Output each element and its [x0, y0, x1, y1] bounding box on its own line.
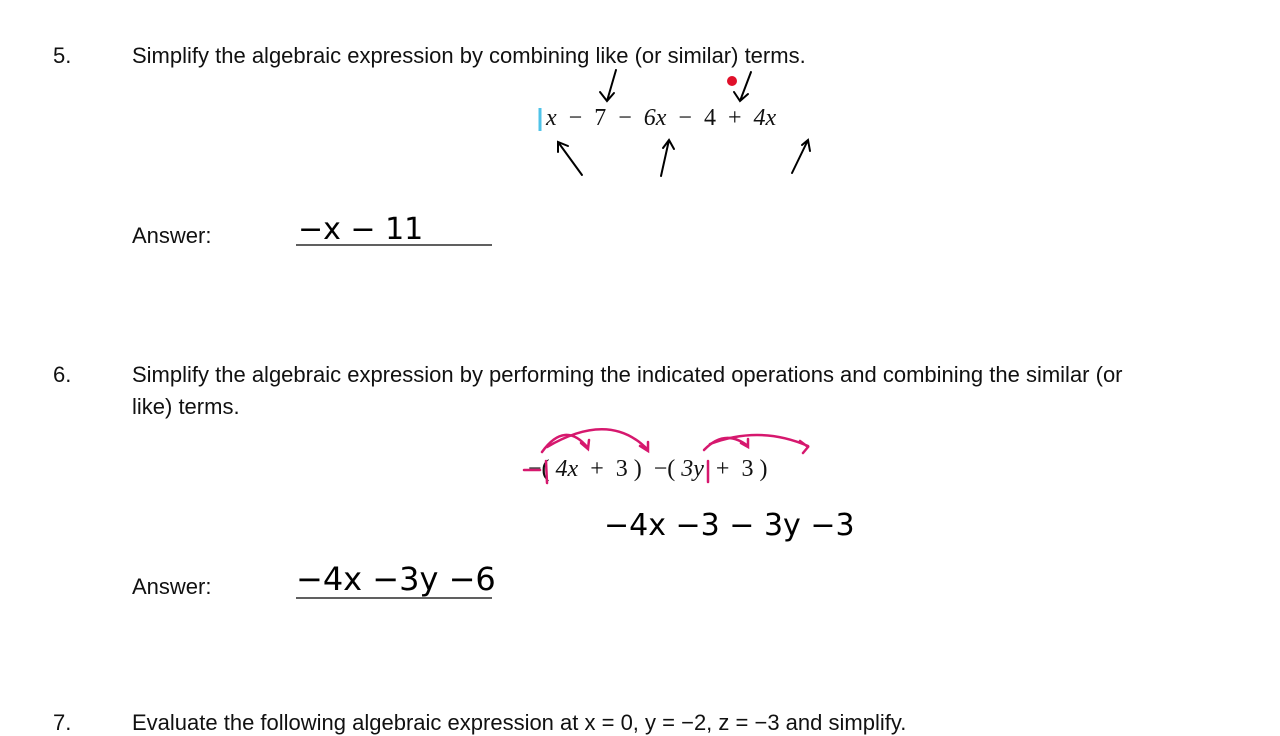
term: 3: [615, 456, 628, 482]
term: 3y: [681, 456, 704, 482]
operator: −: [678, 105, 692, 131]
operator: −: [568, 105, 583, 131]
arrow-up-icon: [792, 140, 810, 173]
problem-5-instruction: Simplify the algebraic expression by combining like (or similar) terms.: [132, 43, 806, 68]
problem-6-work-step: −4x −3 − 3y −3: [604, 508, 855, 543]
problem-6-number: 6.: [53, 362, 72, 387]
operator: −: [618, 105, 632, 131]
term: 3: [741, 456, 754, 482]
term: 7: [594, 105, 607, 131]
operator: +: [727, 105, 742, 131]
problem-6-answer-label: Answer:: [132, 574, 212, 599]
problem-5-answer: −x − 11: [298, 212, 424, 247]
like-term-arrows: [558, 70, 810, 176]
term: ): [633, 456, 642, 482]
operator: +: [715, 456, 730, 482]
arrow-down-icon: [600, 70, 616, 101]
term: 4x: [753, 105, 777, 131]
term: 4: [703, 105, 716, 131]
problem-7-instruction: Evaluate the following algebraic expression at x = 0, y = −2, z = −3 and simplify.: [132, 710, 907, 735]
problem-6-instruction-line-1: Simplify the algebraic expression by performing the indicated operations and combining the similar (or: [132, 362, 1123, 387]
arrow-down-icon: [734, 72, 751, 101]
term: −(: [653, 456, 676, 482]
term: −(: [528, 456, 550, 482]
curve-arrow-icon: [547, 429, 648, 451]
problem-6-instruction-line-2: like) terms.: [132, 394, 240, 419]
arrow-up-icon: [661, 140, 674, 176]
distribution-marks: [524, 429, 808, 483]
problem-7-number: 7.: [53, 710, 72, 735]
operator: +: [590, 456, 604, 482]
term: 4x: [555, 456, 579, 482]
problem-6-answer: −4x −3y −6: [296, 560, 496, 598]
arrow-up-icon: [558, 142, 582, 175]
problem-5-answer-label: Answer:: [132, 223, 212, 248]
term: 6x: [643, 105, 667, 131]
pointer-dot: [727, 76, 737, 86]
term: x: [546, 105, 557, 131]
problem-5-number: 5.: [53, 43, 72, 68]
tick-mark: [546, 461, 547, 483]
term: ): [759, 456, 768, 482]
